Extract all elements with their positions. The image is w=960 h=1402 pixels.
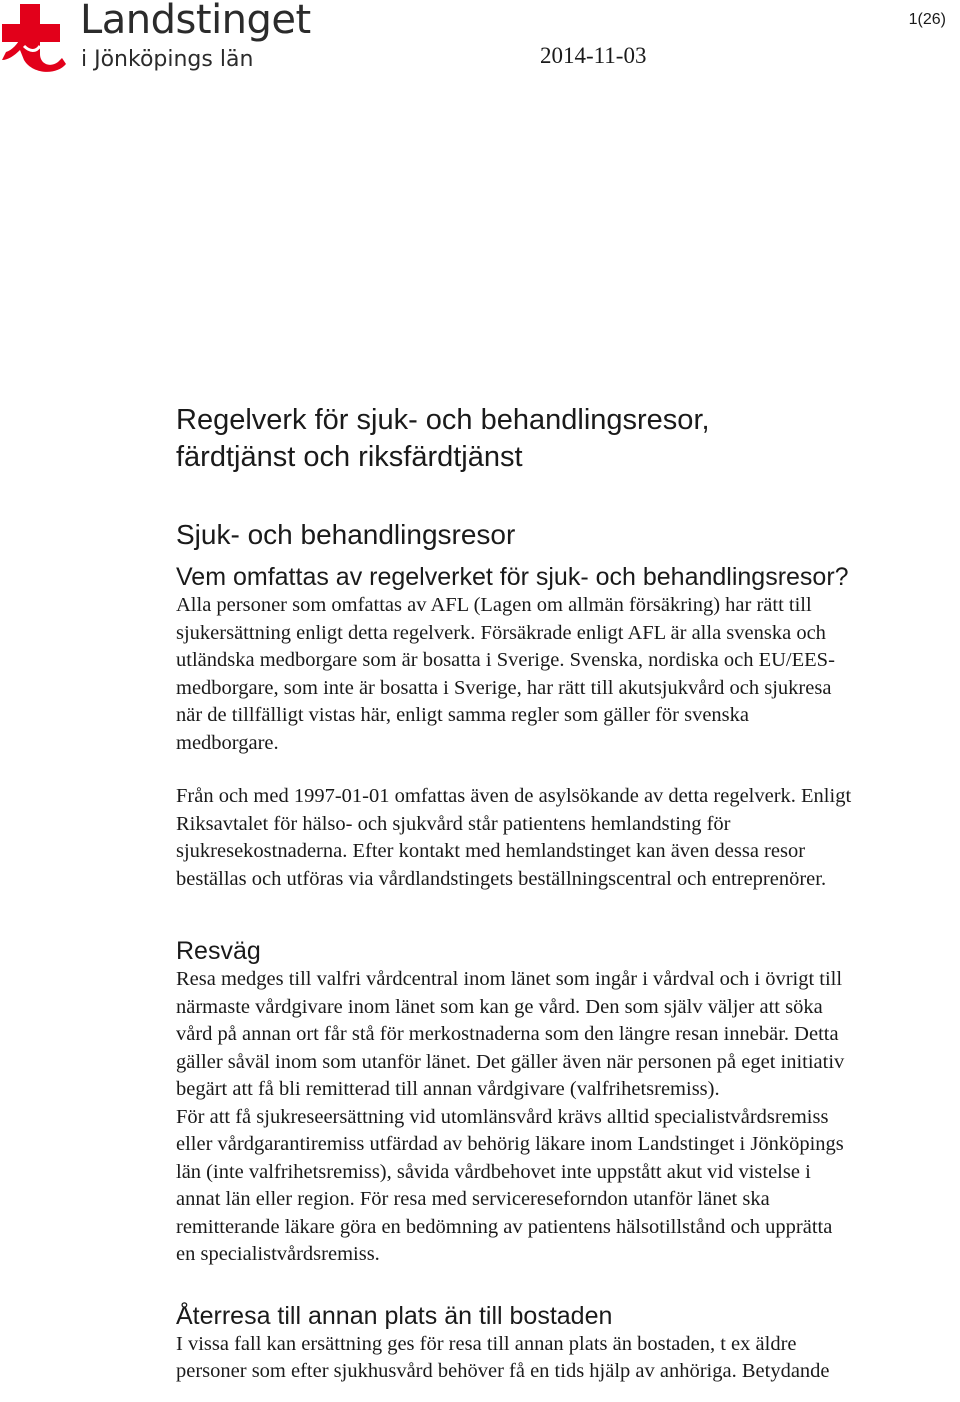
paragraph: [176, 966, 946, 1269]
text-line: närmaste vårdgivare inom länet som kan ge vård. Den som själv väljer att söka: [176, 995, 823, 1018]
paragraph: [176, 592, 946, 757]
page-number: 1(26): [908, 11, 946, 28]
document-body: [176, 402, 946, 1386]
organization-logo: [0, 0, 320, 80]
text-line: Alla personer som omfattas av AFL (Lagen om allmän försäkring) har rätt till: [176, 594, 812, 616]
text-line: eller vårdgarantiremiss utfärdad av behörig läkare inom Landstinget i Jönköpings: [176, 1133, 844, 1155]
text-line: personer som efter sjukhusvård behöver få en tids hjälp av anhöriga. Betydande: [176, 1360, 830, 1382]
text-line: medborgare, som inte är bosatta i Sverige, har rätt till akutsjukvård och sjukresa: [176, 676, 832, 699]
paragraph: [176, 783, 946, 893]
document-title-line: färdtjänst och riksfärdtjänst: [176, 441, 523, 473]
text-line: begärt att få bli remitterad till annan vårdgivare (valfrihetsremiss).: [176, 1078, 720, 1100]
text-line: annat län eller region. För resa med servicereseforndon utanför länet ska: [176, 1188, 770, 1210]
subsection-heading-return-trip: Återresa till annan plats än till bostaden: [176, 1301, 613, 1330]
document-title-line: Regelverk för sjuk- och behandlingsresor,: [176, 404, 710, 436]
document-title: [176, 402, 946, 476]
text-line: gäller såväl inom som utanför länet. Det gäller även när personen på eget initiativ: [176, 1050, 845, 1073]
text-line: Resa medges till valfri vårdcentral inom länet som ingår i vårdval och i övrigt till: [176, 968, 843, 990]
text-line: en specialistvårdsremiss.: [176, 1243, 380, 1265]
section-heading: Sjuk- och behandlingsresor: [176, 519, 516, 550]
text-line: I vissa fall kan ersättning ges för resa till annan plats än bostaden, t ex äldre: [176, 1332, 797, 1355]
text-line: beställas och utföras via vårdlandstingets beställningscentral och entreprenörer.: [176, 867, 827, 890]
subsection-heading-scope: Vem omfattas av regelverket för sjuk- och behandlingsresor?: [176, 563, 849, 591]
logo-title: Landstinget: [80, 0, 311, 43]
text-line: utländska medborgare som är bosatta i Sverige. Svenska, nordiska och EU/EES-: [176, 649, 835, 671]
logo-subtitle: i Jönköpings län: [81, 47, 254, 72]
logo-mark-icon: [0, 2, 74, 72]
text-line: när de tillfälligt vistas här, enligt samma regler som gäller för svenska: [176, 704, 750, 726]
document-date: 2014-11-03: [540, 43, 647, 68]
paragraph: [176, 1331, 946, 1386]
text-line: För att få sjukreseersättning vid utomlänsvård krävs alltid specialistvårdsremiss: [176, 1105, 829, 1128]
text-line: remitterande läkare göra en bedömning av patientens hälsotillstånd och upprätta: [176, 1215, 833, 1238]
subsection-heading-route: Resväg: [176, 937, 261, 965]
text-line: sjukresekostnaderna. Efter kontakt med hemlandstinget kan även dessa resor: [176, 840, 806, 862]
text-line: Från och med 1997-01-01 omfattas även de asylsökande av detta regelverk. Enligt: [176, 785, 852, 807]
text-line: vård på annan ort får stå för merkostnaderna som den längre resan innebär. Detta: [176, 1023, 839, 1045]
text-line: Riksavtalet för hälso- och sjukvård står patientens hemlandsting för: [176, 812, 731, 835]
text-line: medborgare.: [176, 731, 279, 754]
text-line: sjukersättning enligt detta regelverk. Försäkrade enligt AFL är alla svenska och: [176, 621, 826, 644]
text-line: län (inte valfrihetsremiss), såvida vårdbehovet inte uppstått akut vid vistelse i: [176, 1160, 811, 1183]
